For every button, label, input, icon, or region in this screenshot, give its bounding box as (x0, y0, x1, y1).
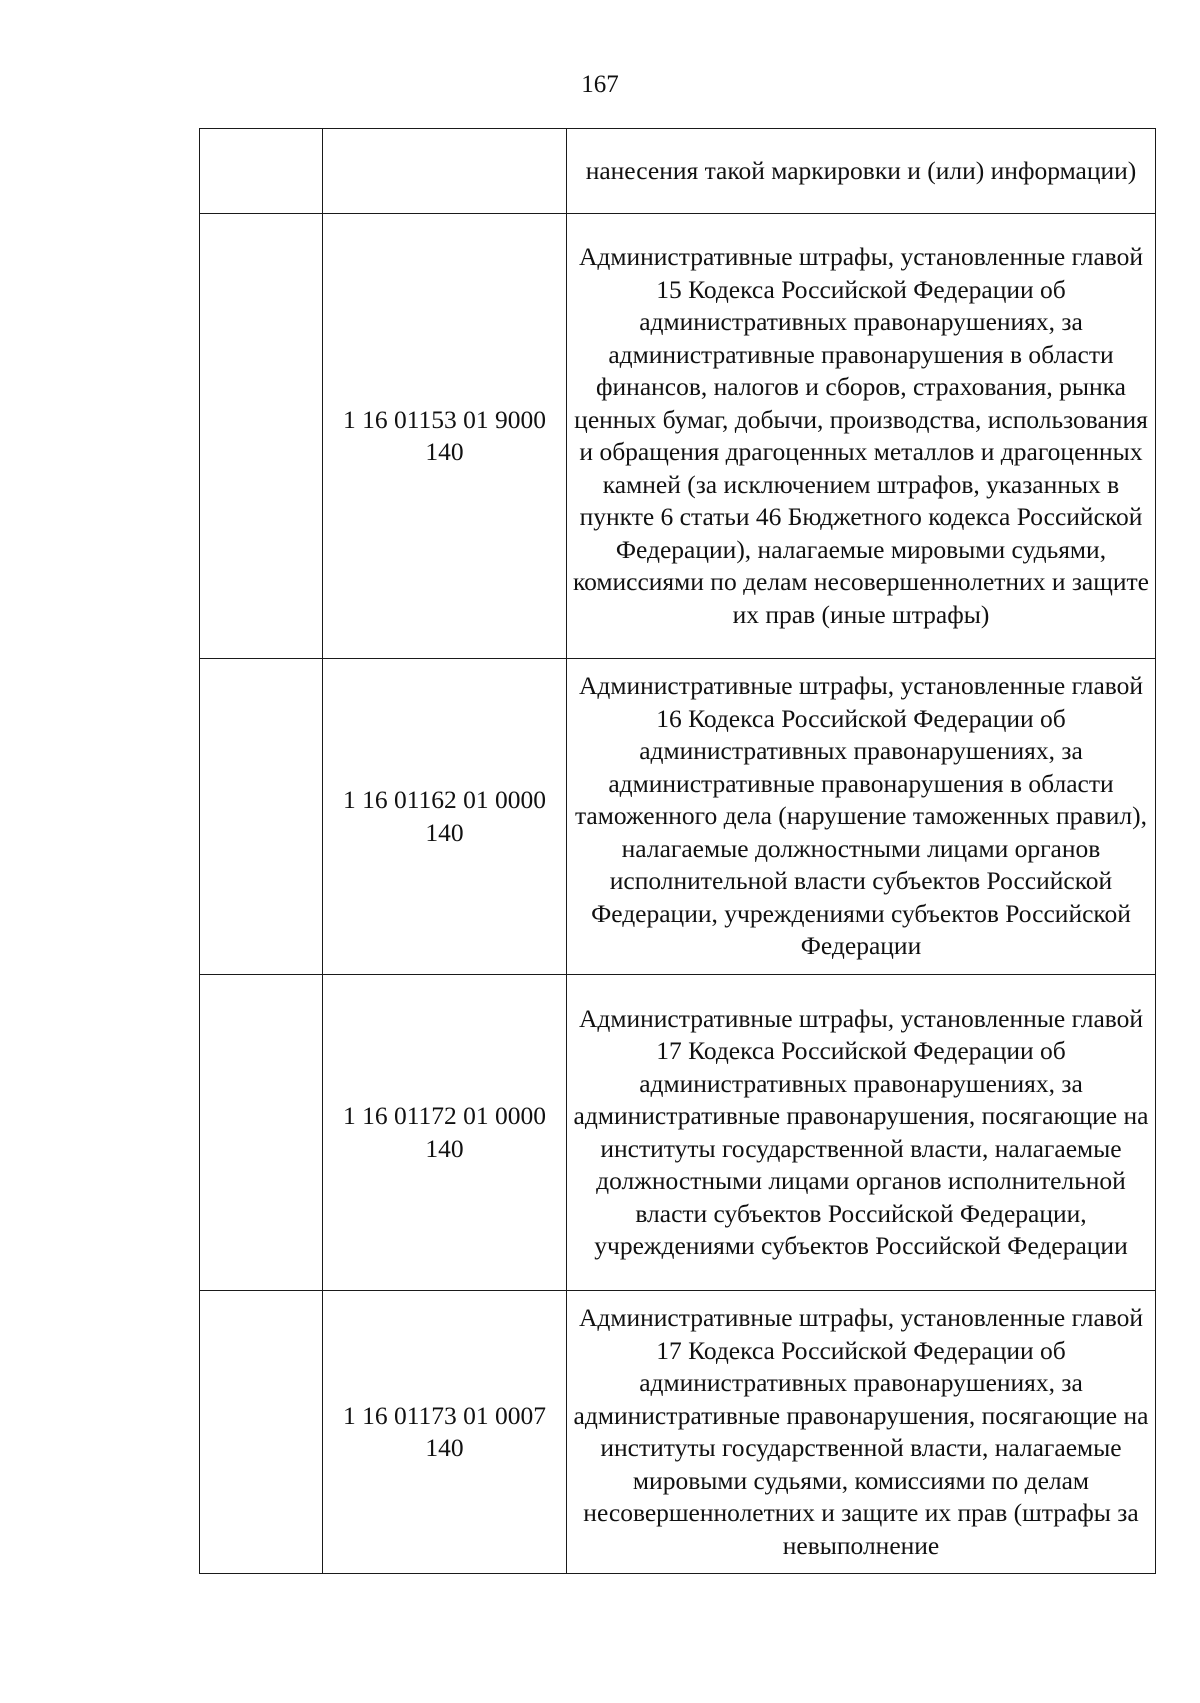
code-cell (323, 659, 567, 975)
description-cell: нанесения такой маркировки и (или) информации) (567, 129, 1156, 214)
description-cell: Административные штрафы, установленные главой 16 Кодекса Российской Федерации об административных правонарушениях, за административные правонарушения в области таможенного дела (нарушение таможенных правил), налагаемые должностными лицами органов исполнительной власти субъектов Российской Федерации, учреждениями субъектов Российской Федерации (567, 659, 1156, 975)
description-cell: Административные штрафы, установленные главой 17 Кодекса Российской Федерации об административных правонарушениях, за административные правонарушения, посягающие на институты государственной власти, налагаемые мировыми судьями, комиссиями по делам несовершеннолетних и защите их прав (штрафы за невыполнение (567, 1291, 1156, 1574)
code-cell (323, 975, 567, 1291)
empty-cell (200, 659, 323, 975)
page-number: 167 (581, 71, 619, 98)
empty-cell (200, 1291, 323, 1574)
code-line-1: 1 16 01153 01 9000 (342, 404, 547, 434)
code-line-1: 1 16 01162 01 0000 (342, 785, 547, 814)
budget-code-table (199, 128, 1156, 1574)
code-line-1: 1 16 01172 01 0000 (342, 1101, 547, 1130)
code-line-1: 1 16 01173 01 0007 (342, 1400, 547, 1430)
description-cell: Административные штрафы, установленные главой 17 Кодекса Российской Федерации об административных правонарушениях, за административные правонарушения, посягающие на институты государственной власти, налагаемые должностными лицами органов исполнительной власти субъектов Российской Федерации, учреждениями субъектов Российской Федерации (567, 975, 1156, 1291)
table-row (200, 129, 1156, 214)
table-row (200, 214, 1156, 659)
empty-cell (200, 129, 323, 214)
code-cell (323, 214, 567, 659)
code-line-2: 140 (425, 1133, 464, 1163)
description-cell: Административные штрафы, установленные главой 15 Кодекса Российской Федерации об административных правонарушениях, за административные правонарушения в области финансов, налогов и сборов, страхования, рынка ценных бумаг, добычи, производства, использования и обращения драгоценных металлов и драгоценных камней (за исключением штрафов, указанных в пункте 6 статьи 46 Бюджетного кодекса Российской Федерации), налагаемые мировыми судьями, комиссиями по делам несовершеннолетних и защите их прав (иные штрафы) (567, 214, 1156, 659)
empty-cell (200, 975, 323, 1291)
code-line-2: 140 (425, 437, 464, 466)
table-row (200, 1291, 1156, 1574)
code-line-2: 140 (425, 1433, 464, 1462)
empty-cell (200, 214, 323, 659)
code-cell (323, 1291, 567, 1574)
table-row (200, 659, 1156, 975)
code-cell (323, 129, 567, 214)
code-line-2: 140 (425, 817, 464, 847)
table-row (200, 975, 1156, 1291)
